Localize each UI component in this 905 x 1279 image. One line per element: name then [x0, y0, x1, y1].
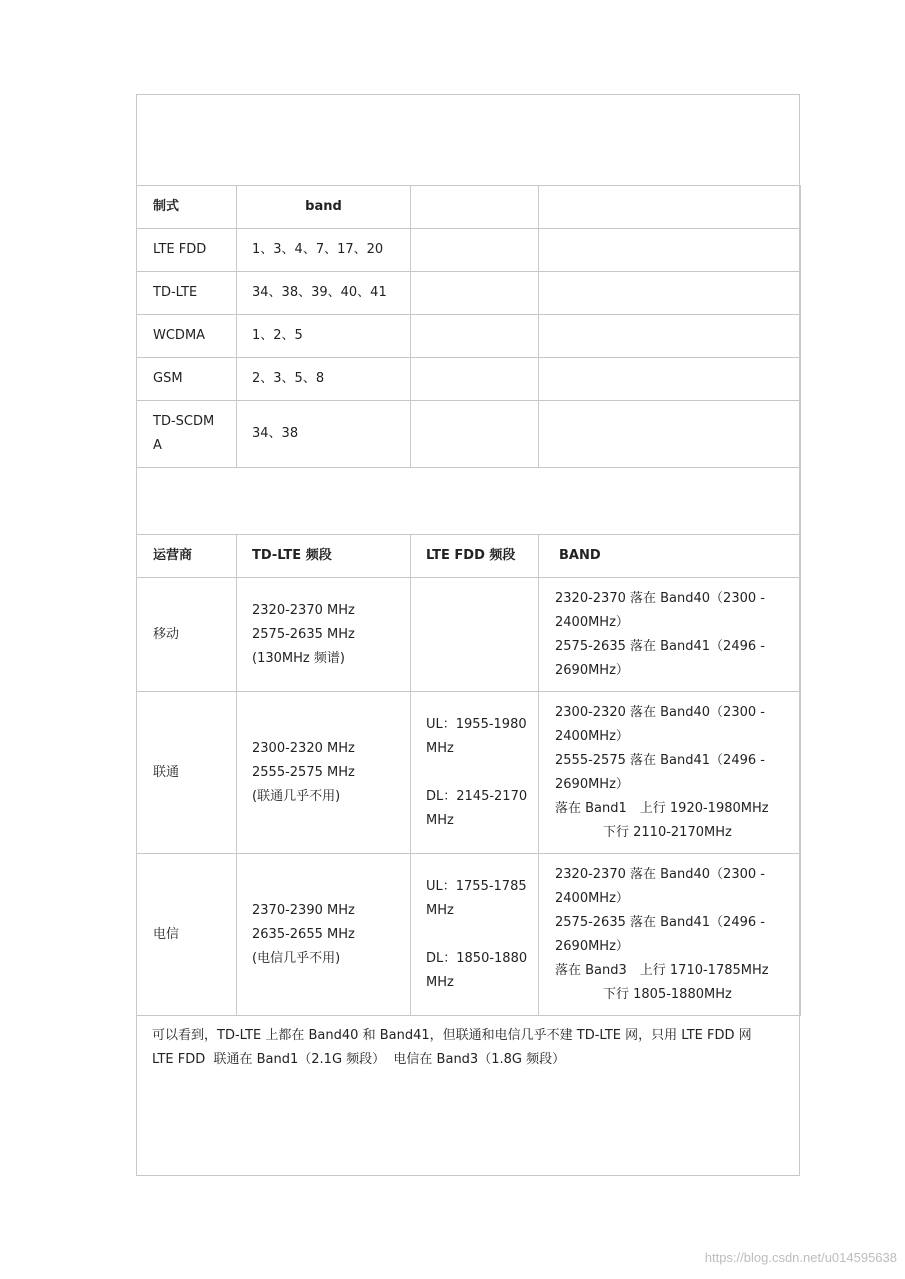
table-row — [137, 315, 801, 358]
band-line: 2690MHz） — [555, 662, 629, 678]
empty-cell — [539, 401, 801, 468]
header-empty-3 — [411, 186, 539, 229]
table-row — [137, 692, 801, 854]
table-row — [137, 272, 801, 315]
fdd-ul-line: UL：1955-1980 — [426, 716, 527, 732]
band-info-cell — [539, 692, 801, 854]
summary-line: 可以看到，TD-LTE 上都在 Band40 和 Band41，但联通和电信几乎不建 TD-LTE 网，只用 LTE FDD 网 — [152, 1028, 752, 1043]
tdlte-line: 2575-2635 MHz — [252, 626, 355, 642]
tdlte-line: (电信几乎不用) — [252, 950, 341, 966]
fdd-cell — [411, 578, 539, 692]
tdlte-line: (联通几乎不用) — [252, 788, 341, 804]
empty-cell — [539, 358, 801, 401]
band-cell: 34、38、39、40、41 — [237, 272, 411, 315]
fdd-cell — [411, 854, 539, 1016]
standard-cell: TD-LTE — [137, 272, 237, 315]
summary-line: LTE FDD 联通在 Band1（2.1G 频段） 电信在 Band3（1.8G 频段） — [152, 1052, 566, 1067]
band-downlink-line: 下行 1805-1880MHz — [603, 986, 732, 1002]
fdd-dl-line: MHz — [426, 974, 454, 990]
table-row — [137, 854, 801, 1016]
fdd-gap — [426, 923, 538, 947]
band-line: 2400MHz） — [555, 614, 629, 630]
tdlte-line: 2300-2320 MHz — [252, 740, 355, 756]
header-empty-4 — [539, 186, 801, 229]
fdd-gap — [426, 761, 538, 785]
table-row — [137, 229, 801, 272]
carrier-cell: 电信 — [137, 854, 237, 1016]
band-cell: 2、3、5、8 — [237, 358, 411, 401]
carrier-cell: 联通 — [137, 692, 237, 854]
fdd-ul-line: MHz — [426, 740, 454, 756]
empty-cell — [539, 272, 801, 315]
empty-cell — [539, 229, 801, 272]
band-table — [136, 185, 801, 1016]
band-info-cell — [539, 578, 801, 692]
table-row — [137, 401, 801, 468]
band-line: 2690MHz） — [555, 938, 629, 954]
fdd-dl-line: DL：1850-1880 — [426, 950, 528, 966]
band-cell: 34、38 — [237, 401, 411, 468]
band-line: 2690MHz） — [555, 776, 629, 792]
fdd-ul-line: UL：1755-1785 — [426, 878, 527, 894]
table-row — [137, 358, 801, 401]
header-band: band — [237, 186, 411, 229]
empty-cell — [411, 358, 539, 401]
band-line: 2575-2635 落在 Band41（2496 - — [555, 638, 765, 654]
empty-cell — [411, 272, 539, 315]
empty-cell — [411, 229, 539, 272]
fdd-ul-line: MHz — [426, 902, 454, 918]
band-table-header-row — [137, 186, 801, 229]
band-cell: 1、2、5 — [237, 315, 411, 358]
empty-cell — [411, 315, 539, 358]
standard-cell: WCDMA — [137, 315, 237, 358]
fdd-cell — [411, 692, 539, 854]
header-tdlte: TD-LTE 频段 — [237, 535, 411, 578]
summary-note — [152, 1024, 792, 1072]
band-cell: 1、3、4、7、17、20 — [237, 229, 411, 272]
band-info-cell — [539, 854, 801, 1016]
empty-cell — [539, 315, 801, 358]
band-line: 2400MHz） — [555, 890, 629, 906]
tdlte-line: (130MHz 频谱) — [252, 650, 345, 666]
tdlte-line: 2635-2655 MHz — [252, 926, 355, 942]
watermark: https://blog.csdn.net/u014595638 — [704, 1250, 897, 1265]
header-band-col: BAND — [539, 535, 801, 578]
band-line: 2555-2575 落在 Band41（2496 - — [555, 752, 765, 768]
standard-cell — [137, 401, 237, 468]
standard-cell: LTE FDD — [137, 229, 237, 272]
tdlte-cell — [237, 854, 411, 1016]
spacer-cell — [137, 468, 801, 535]
band-line: 2575-2635 落在 Band41（2496 - — [555, 914, 765, 930]
header-ltefdd: LTE FDD 频段 — [411, 535, 539, 578]
standard-wrapped: TD-SCDMA — [153, 414, 215, 453]
header-standard: 制式 — [137, 186, 237, 229]
band-line: 2320-2370 落在 Band40（2300 - — [555, 590, 765, 606]
tdlte-line: 2555-2575 MHz — [252, 764, 355, 780]
carrier-cell: 移动 — [137, 578, 237, 692]
band-downlink-line: 下行 2110-2170MHz — [603, 824, 732, 840]
tdlte-line: 2370-2390 MHz — [252, 902, 355, 918]
fdd-dl-line: MHz — [426, 812, 454, 828]
band-line: 2300-2320 落在 Band40（2300 - — [555, 704, 765, 720]
band-line: 2400MHz） — [555, 728, 629, 744]
standard-cell: GSM — [137, 358, 237, 401]
tdlte-cell — [237, 578, 411, 692]
table-row — [137, 578, 801, 692]
band-line: 落在 Band3 上行 1710-1785MHz — [555, 962, 769, 978]
spacer-row — [137, 468, 801, 535]
carrier-table-header-row — [137, 535, 801, 578]
band-line: 落在 Band1 上行 1920-1980MHz — [555, 800, 769, 816]
tdlte-line: 2320-2370 MHz — [252, 602, 355, 618]
header-carrier: 运营商 — [137, 535, 237, 578]
fdd-dl-line: DL：2145-2170 — [426, 788, 528, 804]
empty-cell — [411, 401, 539, 468]
band-line: 2320-2370 落在 Band40（2300 - — [555, 866, 765, 882]
tdlte-cell — [237, 692, 411, 854]
